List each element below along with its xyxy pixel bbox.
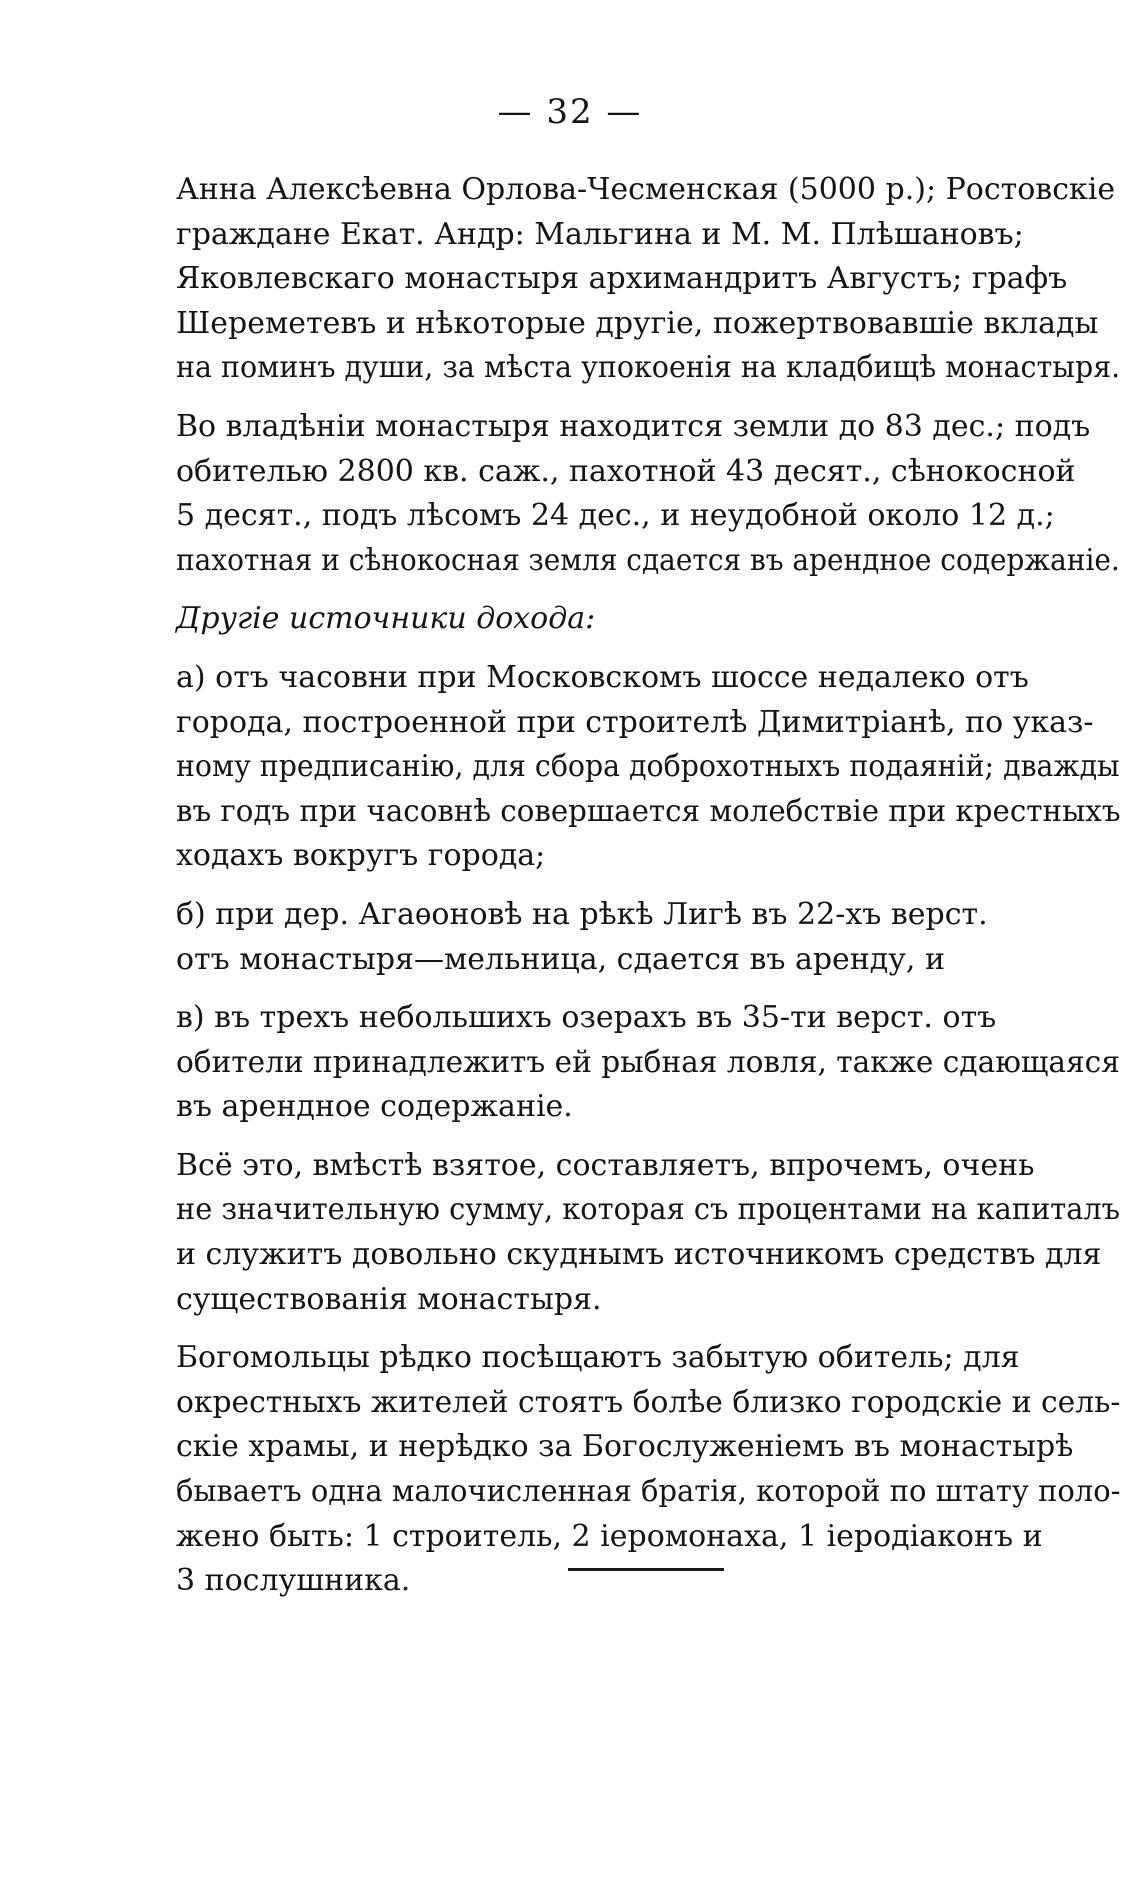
- text-line: Анна Алексѣевна Орлова-Чесменская (5000 р.); Ростовскіе: [176, 172, 1116, 207]
- paragraph: [176, 656, 1120, 879]
- heading-line: Другіе источники дохода:: [176, 601, 596, 637]
- paragraph: [176, 996, 1120, 1130]
- paragraph: [176, 893, 1120, 982]
- text-line: отъ монастыря—мельница, сдается въ аренду, и: [176, 941, 945, 977]
- page-number: — 32 —: [497, 92, 643, 132]
- text-line: 3 послушника.: [176, 1563, 411, 1599]
- text-line: 5 десят., подъ лѣсомъ 24 дес., и неудобной около 12 д.;: [176, 498, 1055, 534]
- section-heading: [176, 597, 1120, 642]
- page-text: [176, 168, 1120, 1604]
- text-line: Яковлевскаго монастыря архимандритъ Августъ; графъ: [176, 261, 1068, 297]
- paragraph: [176, 1336, 1120, 1604]
- paragraph: [176, 168, 1120, 391]
- text-line: въ арендное содержаніе.: [176, 1089, 573, 1125]
- text-line: граждане Екат. Андр: Мальгина и М. М. Плѣшановъ;: [176, 216, 1024, 252]
- text-line: бываетъ одна малочисленная братія, которой по штату поло-: [176, 1474, 1121, 1510]
- text-line: въ годъ при часовнѣ совершается молебствіе при крестныхъ: [176, 793, 1121, 829]
- text-line: ходахъ вокругъ города;: [176, 838, 546, 874]
- text-line: скіе храмы, и нерѣдко за Богослуженіемъ въ монастырѣ: [176, 1429, 1074, 1465]
- text-line: а) отъ часовни при Московскомъ шоссе недалеко отъ: [176, 659, 1029, 695]
- text-line: пахотная и сѣнокосная земля сдается въ арендное содержаніе.: [176, 542, 1120, 578]
- text-line: обители принадлежитъ ей рыбная ловля, также сдающаяся: [176, 1044, 1120, 1080]
- text-line: Во владѣніи монастыря находится земли до 83 дес.; подъ: [176, 408, 1091, 444]
- text-line: обителью 2800 кв. саж., пахотной 43 десят., сѣнокосной: [176, 453, 1076, 489]
- text-line: и служитъ довольно скуднымъ источникомъ средствъ для: [176, 1237, 1102, 1273]
- paragraph: [176, 405, 1120, 583]
- paragraph: [176, 1144, 1120, 1322]
- text-line: б) при дер. Агаѳоновѣ на рѣкѣ Лигѣ въ 22-хъ верст.: [176, 896, 988, 932]
- text-line: окрестныхъ жителей стоятъ болѣе близко городскіе и сель-: [176, 1384, 1121, 1420]
- text-line: не значительную сумму, которая съ процентами на капиталъ: [176, 1192, 1121, 1228]
- text-line: на поминъ души, за мѣста упокоенія на кладбищѣ монастыря.: [176, 350, 1121, 386]
- text-line: города, построенной при строителѣ Димитріанѣ, по указ-: [176, 704, 1094, 740]
- text-line: Всё это, вмѣстѣ взятое, составляетъ, впрочемъ, очень: [176, 1147, 1035, 1183]
- text-line: в) въ трехъ небольшихъ озерахъ въ 35-ти верст. отъ: [176, 1000, 997, 1036]
- text-line: Богомольцы рѣдко посѣщаютъ забытую обитель; для: [176, 1340, 1020, 1376]
- text-line: жено быть: 1 строитель, 2 іеромонаха, 1 іеродіаконъ и: [176, 1518, 1043, 1554]
- text-line: Шереметевъ и нѣкоторые другіе, пожертвовавшіе вклады: [176, 305, 1099, 341]
- text-line: ному предписанію, для сбора доброхотныхъ подаяній; дважды: [176, 749, 1120, 785]
- text-line: существованія монастыря.: [176, 1281, 602, 1317]
- end-rule: [568, 1568, 724, 1571]
